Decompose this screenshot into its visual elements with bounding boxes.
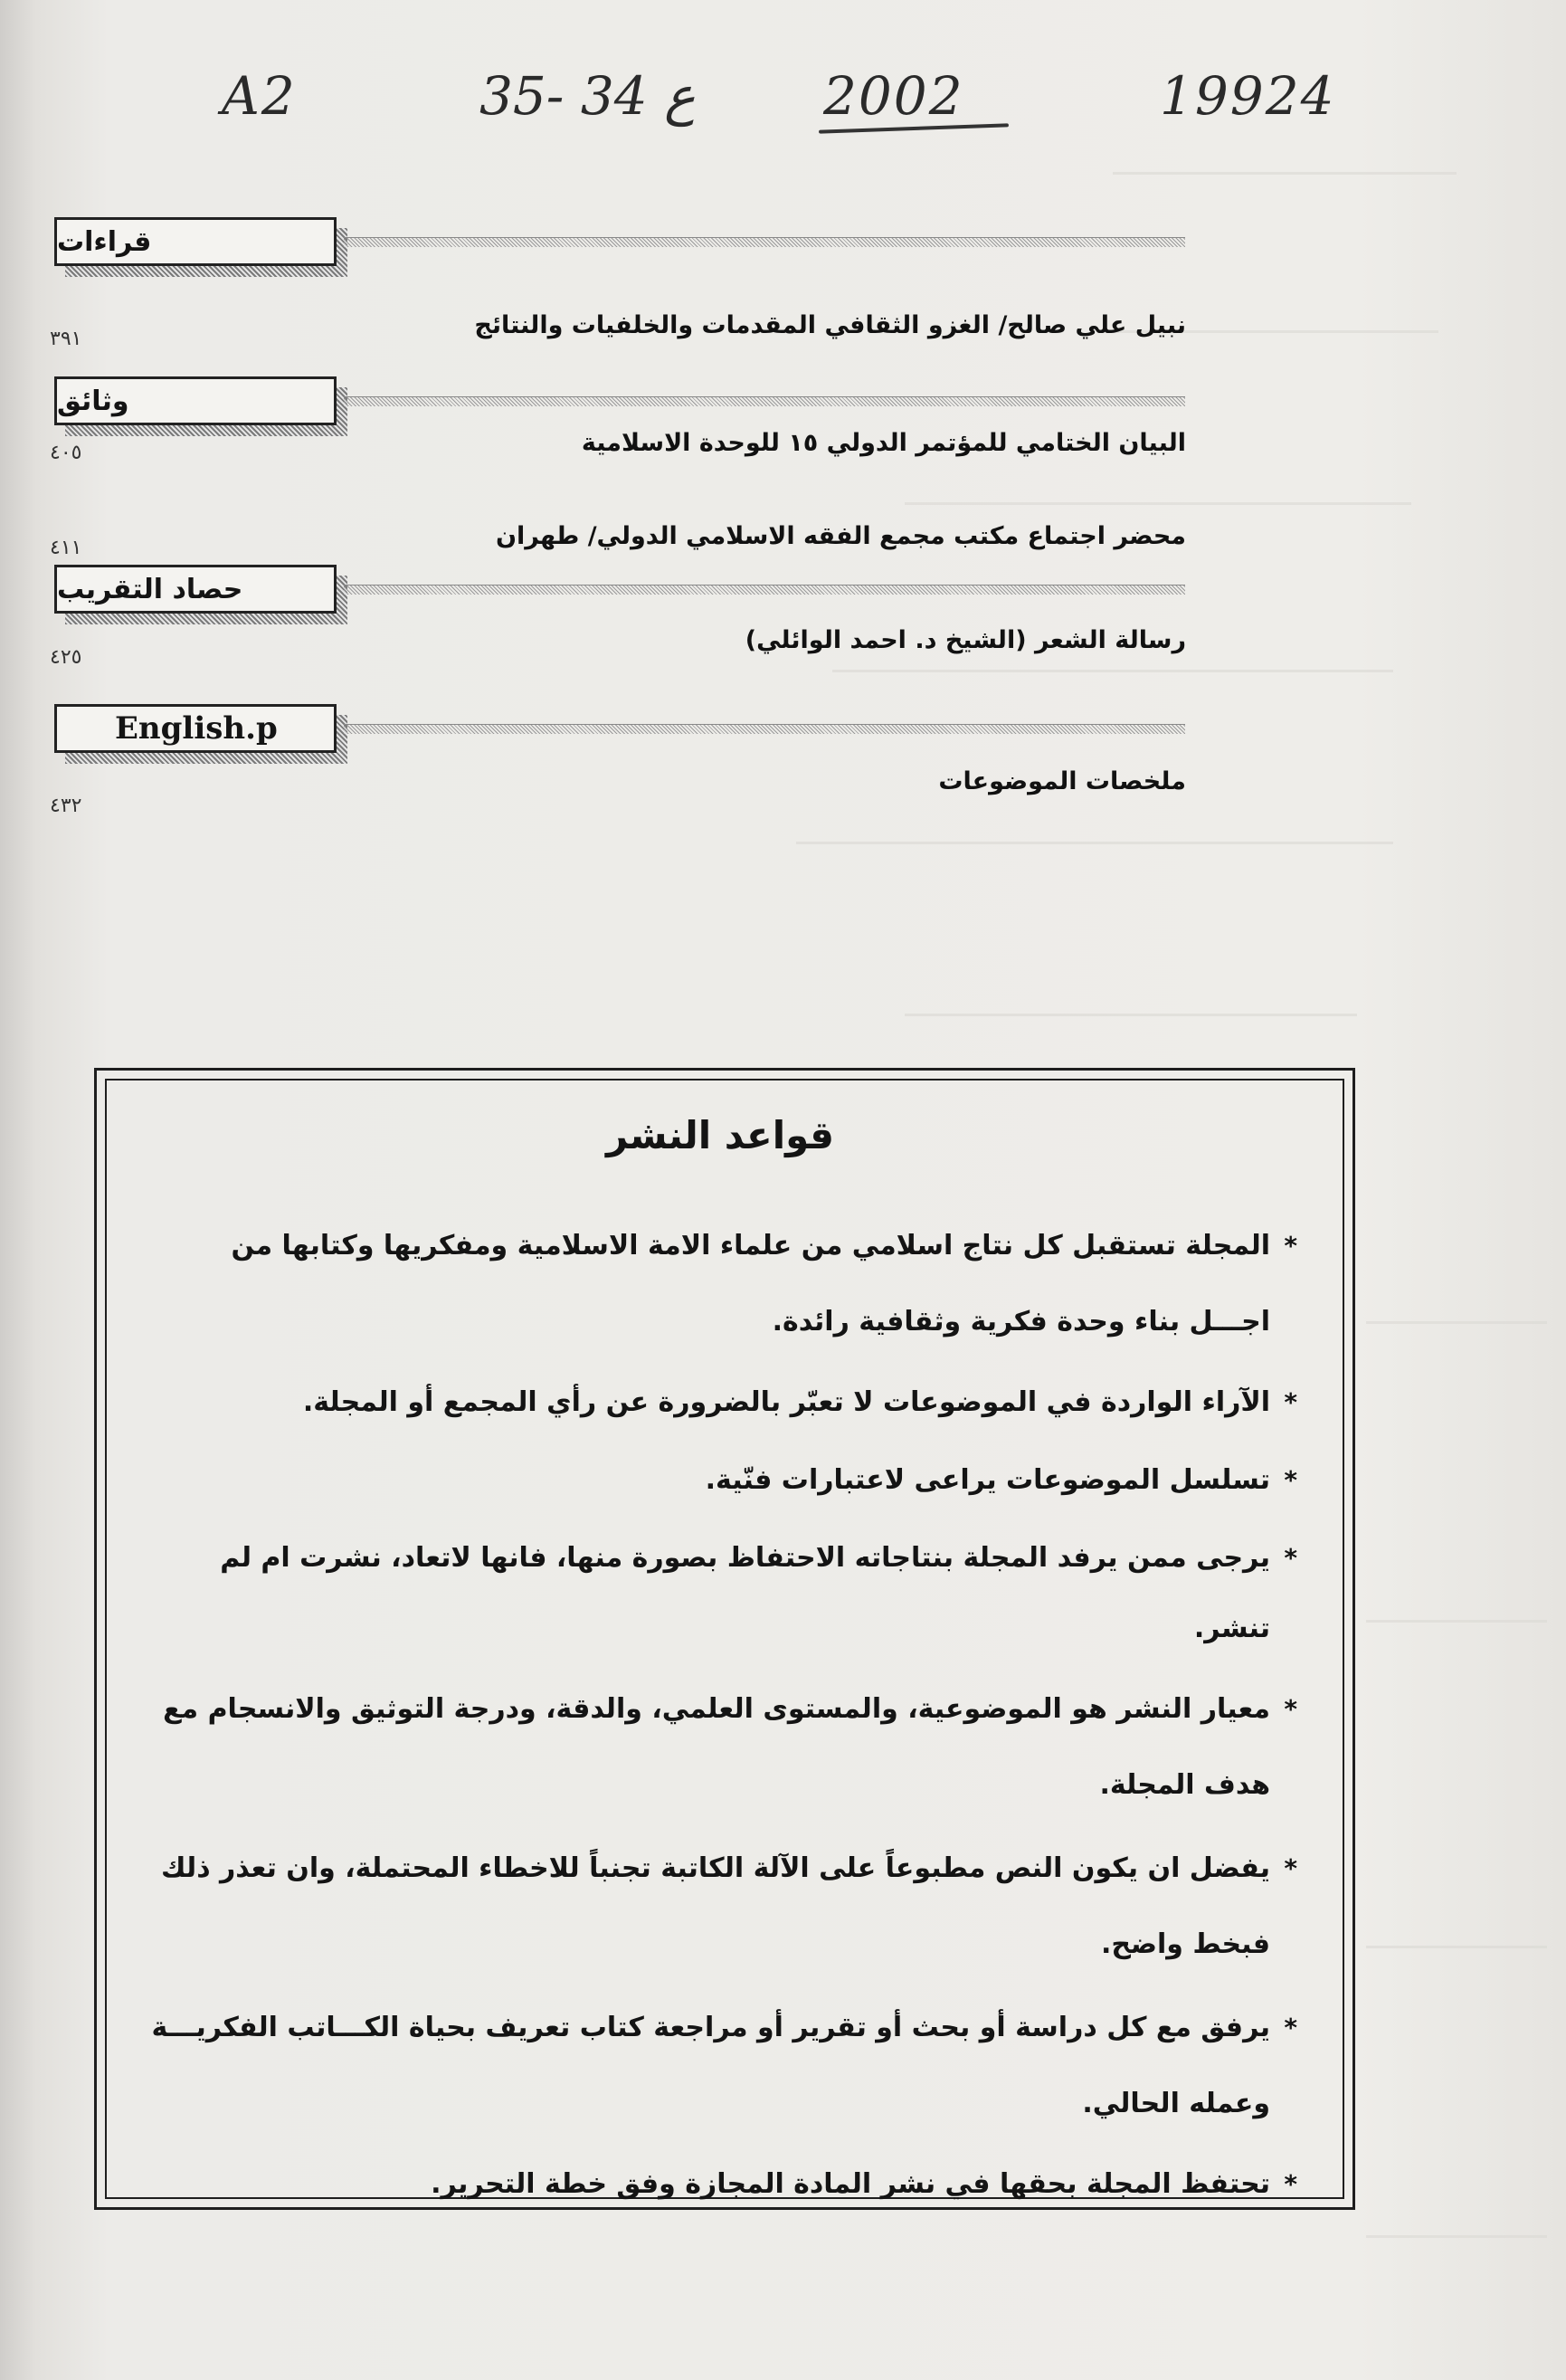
toc-entry: ملخصات الموضوعات <box>938 767 1186 795</box>
rule-text: تسلسل الموضوعات يراعى لاعتبارات فنّية. <box>705 1464 1270 1496</box>
page-number: ٤٢٥ <box>50 646 82 669</box>
section-label-harvest: حصاد التقريب <box>54 565 337 614</box>
rule-text: تحتفظ المجلة بحقها في نشر المادة المجازة وفق خطة التحرير. <box>431 2168 1270 2200</box>
handwritten-accession: 19924 <box>1160 65 1336 127</box>
toc-entry: رسالة الشعر (الشيخ د. احمد الوائلي) <box>745 626 1186 654</box>
rule-item: * تحتفظ المجلة بحقها في نشر المادة المجازة وفق خطة التحرير. <box>431 2168 1297 2200</box>
rule-item: * تسلسل الموضوعات يراعى لاعتبارات فنّية. <box>705 1464 1297 1496</box>
toc-entry: نبيل علي صالح/ الغزو الثقافي المقدمات والخلفيات والنتائج <box>474 311 1186 339</box>
rule-item: * يفضل ان يكون النص مطبوعاً على الآلة الكاتبة تجنباً للاخطاء المحتملة، وان تعذر ذلك فبخط واضح. <box>161 1852 1297 1960</box>
section-rule <box>344 724 1185 734</box>
section-rule <box>344 396 1185 406</box>
page-number: ٤١١ <box>50 537 82 559</box>
toc-entry: البيان الختامي للمؤتمر الدولي ١٥ للوحدة الاسلامية <box>581 429 1186 457</box>
page-number: ٤٣٢ <box>50 795 82 817</box>
toc-entry: محضر اجتماع مكتب مجمع الفقه الاسلامي الدولي/ طهران <box>495 522 1186 550</box>
rules-title: قواعد النشر <box>606 1113 834 1157</box>
rule-text: المجلة تستقبل كل نتاج اسلامي من علماء الامة الاسلامية ومفكريها وكتابها من اجـــل بناء وحدة فكرية وثقافية رائدة. <box>231 1230 1270 1338</box>
rule-item: * يرجى ممن يرفد المجلة بنتاجاته الاحتفاظ بصورة منها، فانها لاتعاد، نشرت ام لم تنشر. <box>220 1542 1297 1644</box>
handwritten-code: A2 <box>222 65 297 127</box>
rule-item: * يرفق مع كل دراسة أو بحث أو تقرير أو مراجعة كتاب تعريف بحياة الكـــاتب الفكريـــة وعمله الحالي. <box>151 2012 1297 2119</box>
section-label-english: English.p <box>54 704 337 753</box>
section-rule <box>344 585 1185 595</box>
section-rule <box>344 237 1185 247</box>
handwritten-year: 2002 <box>823 65 964 127</box>
rule-item: * معيار النشر هو الموضوعية، والمستوى العلمي، والدقة، ودرجة التوثيق والانسجام مع هدف المجلة. <box>163 1693 1297 1801</box>
section-label-documents: وثائق <box>54 376 337 425</box>
rule-item: * الآراء الواردة في الموضوعات لا تعبّر بالضرورة عن رأي المجمع أو المجلة. <box>302 1386 1297 1418</box>
handwritten-volume: 35- 34 ع <box>479 65 696 127</box>
rule-text: يفضل ان يكون النص مطبوعاً على الآلة الكاتبة تجنباً للاخطاء المحتملة، وان تعذر ذلك فبخط واضح. <box>161 1852 1270 1960</box>
page-number: ٣٩١ <box>50 328 82 350</box>
rules-box <box>105 1079 1344 2199</box>
rule-text: الآراء الواردة في الموضوعات لا تعبّر بالضرورة عن رأي المجمع أو المجلة. <box>302 1386 1270 1418</box>
rule-text: معيار النشر هو الموضوعية، والمستوى العلمي، والدقة، ودرجة التوثيق والانسجام مع هدف المجلة. <box>163 1693 1270 1801</box>
rule-text: يرجى ممن يرفد المجلة بنتاجاته الاحتفاظ بصورة منها، فانها لاتعاد، نشرت ام لم تنشر. <box>220 1542 1270 1644</box>
rule-text: يرفق مع كل دراسة أو بحث أو تقرير أو مراجعة كتاب تعريف بحياة الكـــاتب الفكريـــة وعمله الحالي. <box>151 2012 1270 2119</box>
section-label-readings: قراءات <box>54 217 337 266</box>
rule-item: * المجلة تستقبل كل نتاج اسلامي من علماء الامة الاسلامية ومفكريها وكتابها من اجـــل بناء وحدة فكرية وثقافية رائدة. <box>231 1230 1297 1338</box>
page-number: ٤٠٥ <box>50 442 82 464</box>
